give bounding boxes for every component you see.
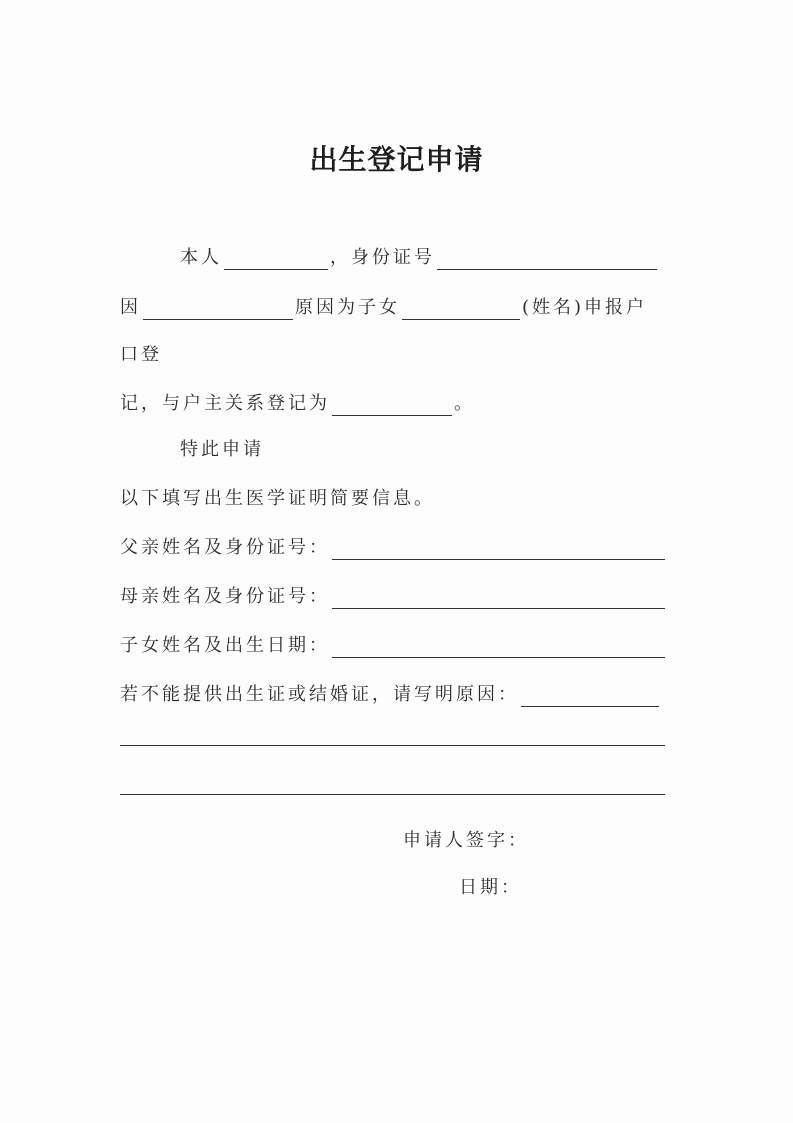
applicant-name-field[interactable] <box>224 249 328 270</box>
applicant-id-field[interactable] <box>437 249 657 270</box>
declare-label: (姓名)申报户 <box>522 297 648 318</box>
child-line <box>120 634 667 658</box>
reason-child-line <box>120 296 647 320</box>
father-label: 父亲姓名及身份证号： <box>120 537 330 558</box>
period-mark: 。 <box>454 393 475 414</box>
id-number-label: ，身份证号 <box>330 247 435 268</box>
registration-line <box>120 343 162 367</box>
mother-field[interactable] <box>332 588 665 609</box>
mother-line <box>120 585 667 609</box>
relationship-label: 记，与户主关系登记为 <box>120 393 330 414</box>
mother-label: 母亲姓名及身份证号： <box>120 586 330 607</box>
reason-field[interactable] <box>521 686 659 707</box>
because-label: 因 <box>120 297 141 318</box>
info-intro-text: 以下填写出生医学证明简要信息。 <box>120 488 435 509</box>
relationship-field[interactable] <box>332 395 452 416</box>
info-intro-line <box>120 487 435 511</box>
father-field[interactable] <box>332 539 665 560</box>
reason-for-child-label: 原因为子女 <box>295 297 400 318</box>
reason-line <box>120 683 661 707</box>
reason-continuation-line-2[interactable] <box>120 794 665 795</box>
reason-continuation-line-1[interactable] <box>120 745 665 746</box>
registration-text: 口登 <box>120 344 162 365</box>
document-title: 出生登记申请 <box>309 143 484 176</box>
father-line <box>120 536 667 560</box>
applicant-label: 本人 <box>180 247 222 268</box>
child-label: 子女姓名及出生日期： <box>120 635 330 656</box>
closing-text: 特此申请 <box>180 439 264 460</box>
reason-label: 若不能提供出生证或结婚证，请写明原因： <box>120 684 519 705</box>
child-field[interactable] <box>332 637 665 658</box>
child-name-field[interactable] <box>402 299 520 320</box>
cause-field[interactable] <box>143 299 293 320</box>
date-label: 日期： <box>459 877 522 898</box>
closing-line <box>180 438 264 462</box>
relationship-line <box>120 392 475 416</box>
applicant-line <box>180 246 659 270</box>
signature-label: 申请人签字： <box>403 830 529 851</box>
